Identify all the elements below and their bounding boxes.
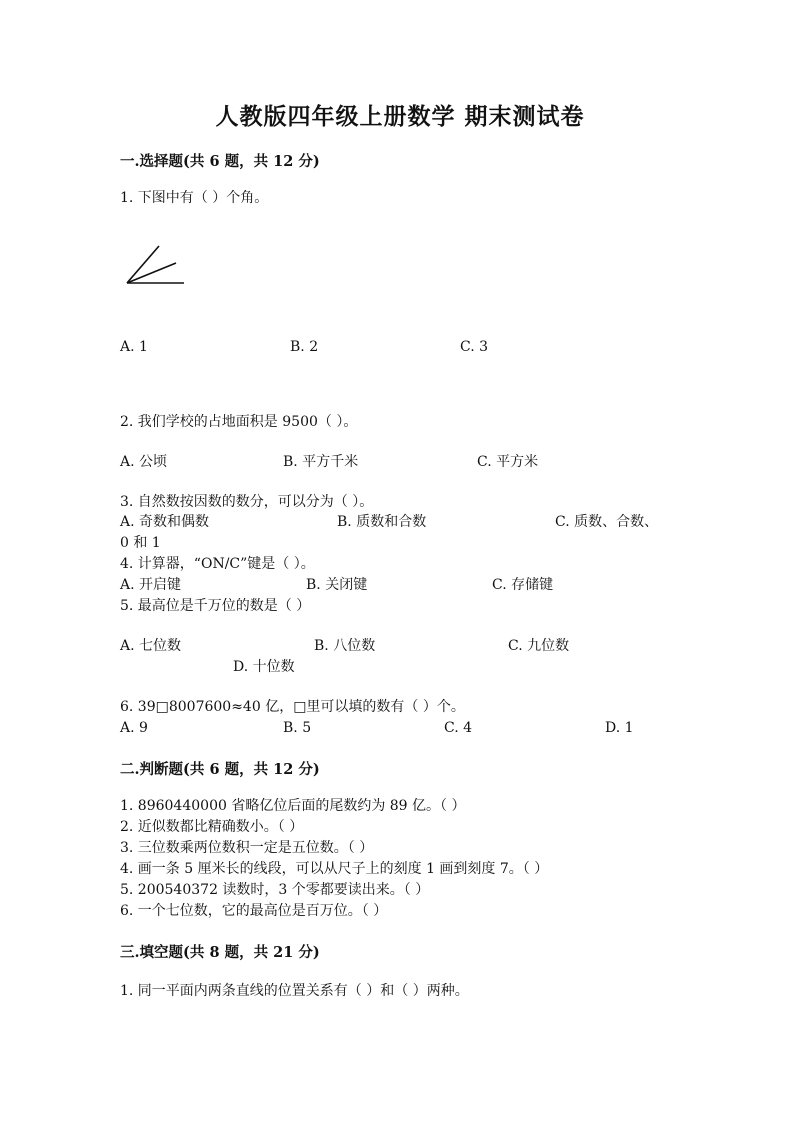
option-1-2-a: A. 公顷 bbox=[120, 454, 168, 470]
option-1-5-a: A. 七位数 bbox=[120, 638, 182, 654]
option-1-1-b: B. 2 bbox=[290, 339, 319, 355]
section-heading-judge: 二.判断题(共 6 题，共 12 分) bbox=[120, 761, 320, 778]
angle-ray-top bbox=[127, 246, 159, 283]
question-2-6: 6. 一个七位数，它的最高位是百万位。（ ） bbox=[120, 903, 388, 919]
option-1-3-a: A. 奇数和偶数 bbox=[120, 514, 210, 530]
option-1-5-b: B. 八位数 bbox=[314, 638, 376, 654]
option-1-2-c: C. 平方米 bbox=[477, 454, 539, 470]
section-heading-choice: 一.选择题(共 6 题，共 12 分) bbox=[120, 153, 320, 170]
option-1-4-b: B. 关闭键 bbox=[306, 577, 368, 593]
question-3-1: 1. 同一平面内两条直线的位置关系有（ ）和（ ）两种。 bbox=[120, 983, 469, 999]
option-1-1-a: A. 1 bbox=[120, 339, 148, 355]
option-1-6-b: B. 5 bbox=[283, 720, 312, 736]
question-1-4: 4. 计算器，“ON/C”键是（ ）。 bbox=[120, 556, 315, 572]
question-2-3: 3. 三位数乘两位数积一定是五位数。（ ） bbox=[120, 840, 374, 856]
question-1-2: 2. 我们学校的占地面积是 9500（ ）。 bbox=[120, 414, 358, 430]
option-1-1-c: C. 3 bbox=[460, 339, 489, 355]
option-1-4-c: C. 存储键 bbox=[492, 577, 554, 593]
question-1-3: 3. 自然数按因数的数分，可以分为（ ）。 bbox=[120, 494, 374, 510]
section-heading-fill: 三.填空题(共 8 题，共 21 分) bbox=[120, 944, 320, 961]
option-1-5-d: D. 十位数 bbox=[233, 659, 295, 675]
question-1-6: 6. 39□8007600≈40 亿，□里可以填的数有（ ）个。 bbox=[120, 699, 465, 715]
option-1-6-d: D. 1 bbox=[605, 720, 634, 736]
option-1-3-c: C. 质数、合数、 bbox=[555, 514, 659, 530]
angle-ray-middle bbox=[127, 263, 176, 283]
question-2-4: 4. 画一条 5 厘米长的线段，可以从尺子上的刻度 1 画到刻度 7。（ ） bbox=[120, 861, 549, 877]
question-1-5: 5. 最高位是千万位的数是（ ） bbox=[120, 598, 311, 614]
option-1-2-b: B. 平方千米 bbox=[283, 454, 359, 470]
option-1-3-b: B. 质数和合数 bbox=[337, 514, 427, 530]
option-1-3-c-cont: 0 和 1 bbox=[120, 535, 161, 551]
option-1-6-c: C. 4 bbox=[444, 720, 473, 736]
question-2-1: 1. 8960440000 省略亿位后面的尾数约为 89 亿。（ ） bbox=[120, 798, 466, 814]
question-1-1: 1. 下图中有（ ）个角。 bbox=[120, 190, 269, 206]
page-title: 人教版四年级上册数学 期末测试卷 bbox=[215, 103, 585, 130]
angle-figure bbox=[122, 240, 192, 290]
option-1-4-a: A. 开启键 bbox=[120, 577, 182, 593]
option-1-5-c: C. 九位数 bbox=[508, 638, 570, 654]
question-2-2: 2. 近似数都比精确数小。（ ） bbox=[120, 819, 304, 835]
question-2-5: 5. 200540372 读数时，3 个零都要读出来。（ ） bbox=[120, 882, 430, 898]
option-1-6-a: A. 9 bbox=[120, 720, 148, 736]
